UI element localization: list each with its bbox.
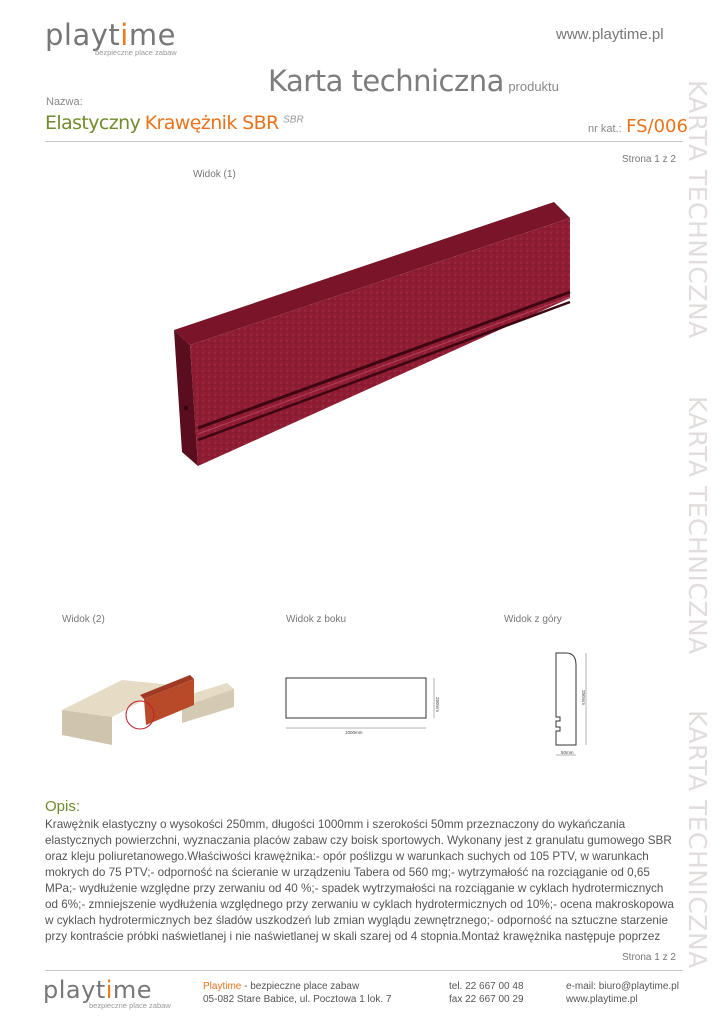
footer-tel[interactable]: tel. 22 667 00 48 <box>449 981 524 992</box>
footer-phones <box>449 980 524 1006</box>
header-divider <box>45 141 683 142</box>
watermark-2: KARTA TECHNICZNA <box>683 396 712 655</box>
page-indicator-top: Strona 1 z 2 <box>622 154 676 165</box>
view-2-label: Widok (2) <box>62 614 105 625</box>
view-side-label: Widok z boku <box>286 614 347 625</box>
description-line: Krawężnik elastyczny o wysokości 250mm, długości 1000mm i szerokości 50mm przeznaczony do wykańczania <box>45 818 626 831</box>
description-line: oraz kleju poliuretanowego.Właściwości krawężnika:- opór poślizgu w warunkach suchych od 105 PTV, w warunkach <box>45 850 649 863</box>
footer-divider <box>45 970 683 971</box>
description-line: przy kontraście próbki naświetlanej i nie naświetlanej w skali szarej od 4 stopnia.Montaż krawężnika następuje poprzez <box>45 930 661 943</box>
footer-logo[interactable] <box>43 976 171 1010</box>
description-line: w cyklach hydrotermicznych bez śladów uszkodzeń lub zmian wyglądu zewnętrznego;- odporność na sztuczne starzenie <box>45 914 668 927</box>
curb-product-image <box>160 190 580 480</box>
name-label: Nazwa: <box>46 96 83 108</box>
side-width-dim: 1000mm <box>345 730 363 735</box>
footer-company: Playtime - bezpieczne place zabaw 05-082 Stare Babice, ul. Pocztowa 1 lok. 7 <box>203 981 392 1005</box>
footer-web[interactable]: www.playtime.pl <box>566 994 638 1005</box>
watermark-3: KARTA TECHNICZNA <box>683 710 712 969</box>
footer-contact <box>566 980 679 1006</box>
header-website[interactable]: www.playtime.pl <box>556 26 664 43</box>
watermark-1: KARTA TECHNICZNA <box>683 80 712 339</box>
header-logo[interactable] <box>45 18 177 57</box>
description-line: MPa;- wydłużenie względne przy zerwaniu od 40 %;- spadek wytrzymałości na rozciąganie w cyklach hydrotermicznych <box>45 882 664 895</box>
footer-logo-wordmark: playtime <box>43 976 153 1004</box>
description-heading: Opis: <box>45 798 81 815</box>
logo-wordmark: playtime <box>45 18 176 52</box>
top-height-dim: 250mm <box>581 689 587 706</box>
side-height-dim: 250mm <box>435 696 441 713</box>
description-line: mokrych do 75 PTV;- odporność na ścieranie w urządzeniu Tabera od 560 mg;- wytrzymałość na rozciąganie od 0,65 <box>45 866 650 879</box>
description-body <box>45 817 695 945</box>
description-line: od 6%;- zmniejszenie wydłużenia względnego przy zerwaniu w cyklach hydrotermicznych od 10%;- ocena makroskopowa <box>45 898 674 911</box>
top-view-drawing <box>540 645 610 760</box>
logo-tagline: bezpieczne place zabaw <box>95 48 177 57</box>
top-width-dim: 50mm <box>561 750 574 755</box>
product-name: Elastyczny Krawężnik SBR $^{SBR}$ <box>45 112 304 134</box>
description-line: elastycznych powierzchni, wyznaczania placów zabaw czy boisk sportowych. Wykonany jest z granulatu gumowego SBR <box>45 834 672 847</box>
page-title: Karta techniczna produktu <box>268 64 559 98</box>
footer-fax: fax 22 667 00 29 <box>449 994 524 1005</box>
catalog-number: nr kat.: FS/006 <box>588 116 688 137</box>
footer-logo-tagline: bezpieczne place zabaw <box>89 1001 171 1010</box>
side-view-drawing <box>280 670 450 740</box>
footer-email[interactable]: e-mail: biuro@playtime.pl <box>566 981 679 992</box>
view-top-label: Widok z góry <box>504 614 562 625</box>
curb-installation-image <box>62 655 242 750</box>
page-indicator-bottom: Strona 1 z 2 <box>622 952 676 963</box>
view-1-label: Widok (1) <box>193 169 236 180</box>
